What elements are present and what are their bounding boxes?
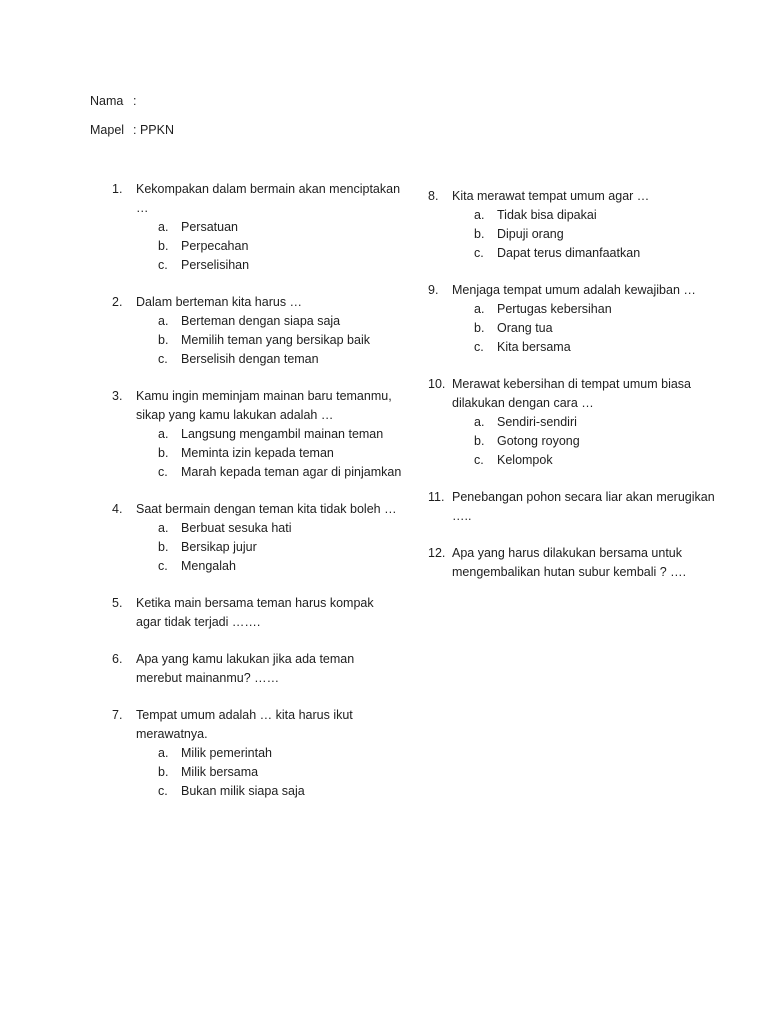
answer-option bbox=[158, 256, 402, 275]
question-line bbox=[112, 706, 402, 744]
question-number: 9. bbox=[428, 283, 439, 297]
name-row bbox=[90, 92, 136, 111]
option-letter: a. bbox=[158, 746, 169, 760]
question-number: 10. bbox=[428, 377, 446, 391]
question-item bbox=[428, 488, 718, 526]
option-letter: a. bbox=[158, 521, 169, 535]
answer-option bbox=[158, 557, 402, 576]
option-text: Mengalah bbox=[181, 559, 236, 573]
option-text: Dapat terus dimanfaatkan bbox=[497, 246, 641, 260]
question-line bbox=[428, 375, 718, 413]
question-item bbox=[112, 180, 402, 275]
option-letter: c. bbox=[474, 340, 484, 354]
option-text: Persatuan bbox=[181, 220, 238, 234]
question-line bbox=[428, 488, 718, 526]
option-letter: c. bbox=[474, 453, 484, 467]
question-number: 3. bbox=[112, 389, 123, 403]
question-line bbox=[112, 650, 402, 688]
option-text: Milik pemerintah bbox=[181, 746, 273, 760]
option-text: Orang tua bbox=[497, 321, 553, 335]
question-text: Menjaga tempat umum adalah kewajiban … bbox=[452, 283, 696, 297]
question-line bbox=[112, 594, 402, 632]
question-line bbox=[112, 293, 402, 312]
question-text: Ketika main bersama teman harus kompak agar tidak terjadi ……. bbox=[136, 596, 374, 629]
option-letter: b. bbox=[158, 765, 169, 779]
option-text: Perpecahan bbox=[181, 239, 249, 253]
answer-option bbox=[158, 350, 402, 369]
question-number: 7. bbox=[112, 708, 123, 722]
question-line bbox=[112, 387, 402, 425]
question-text: Dalam berteman kita harus … bbox=[136, 295, 303, 309]
answer-option bbox=[474, 244, 718, 263]
option-letter: b. bbox=[474, 434, 485, 448]
name-value: : bbox=[133, 94, 137, 108]
answer-option bbox=[158, 425, 402, 444]
option-text: Bukan milik siapa saja bbox=[181, 784, 305, 798]
option-letter: b. bbox=[158, 239, 169, 253]
answer-option bbox=[474, 319, 718, 338]
option-letter: b. bbox=[158, 540, 169, 554]
question-text: Kita merawat tempat umum agar … bbox=[452, 189, 650, 203]
option-text: Pertugas kebersihan bbox=[497, 302, 612, 316]
answer-option bbox=[158, 312, 402, 331]
question-item bbox=[112, 387, 402, 482]
option-letter: b. bbox=[474, 227, 485, 241]
option-text: Memilih teman yang bersikap baik bbox=[181, 333, 370, 347]
questions-right-column bbox=[428, 187, 718, 600]
answer-option bbox=[158, 538, 402, 557]
option-text: Meminta izin kepada teman bbox=[181, 446, 334, 460]
option-text: Tidak bisa dipakai bbox=[497, 208, 597, 222]
answer-options bbox=[474, 206, 718, 263]
question-number: 11. bbox=[428, 490, 445, 504]
question-item bbox=[112, 594, 402, 632]
option-text: Milik bersama bbox=[181, 765, 259, 779]
option-text: Marah kepada teman agar di pinjamkan bbox=[181, 465, 402, 479]
answer-option bbox=[474, 300, 718, 319]
question-item bbox=[112, 500, 402, 576]
answer-option bbox=[158, 444, 402, 463]
question-line bbox=[428, 281, 718, 300]
question-text: Saat bermain dengan teman kita tidak boleh … bbox=[136, 502, 397, 516]
answer-option bbox=[158, 331, 402, 350]
option-letter: c. bbox=[158, 258, 168, 272]
option-text: Kelompok bbox=[497, 453, 553, 467]
name-label: Nama bbox=[90, 94, 124, 108]
answer-option bbox=[474, 225, 718, 244]
answer-option bbox=[474, 413, 718, 432]
questions-left-column bbox=[112, 180, 402, 819]
option-text: Bersikap jujur bbox=[181, 540, 257, 554]
question-text: Tempat umum adalah … kita harus ikut merawatnya. bbox=[136, 708, 353, 741]
question-text: Kekompakan dalam bermain akan menciptakan … bbox=[136, 182, 401, 215]
question-line bbox=[428, 187, 718, 206]
question-line bbox=[112, 180, 402, 218]
answer-option bbox=[474, 206, 718, 225]
option-letter: c. bbox=[158, 784, 168, 798]
option-text: Langsung mengambil mainan teman bbox=[181, 427, 384, 441]
question-text: Apa yang harus dilakukan bersama untuk mengembalikan hutan subur kembali ? …. bbox=[452, 546, 687, 579]
question-number: 12. bbox=[428, 546, 446, 560]
question-line bbox=[112, 500, 402, 519]
answer-options bbox=[158, 218, 402, 275]
answer-option bbox=[474, 338, 718, 357]
question-text: Merawat kebersihan di tempat umum biasa dilakukan dengan cara … bbox=[452, 377, 692, 410]
option-text: Gotong royong bbox=[497, 434, 580, 448]
question-number: 1. bbox=[112, 182, 123, 196]
answer-option bbox=[158, 782, 402, 801]
answer-options bbox=[158, 425, 402, 482]
option-letter: a. bbox=[474, 415, 485, 429]
subject-label: Mapel bbox=[90, 123, 125, 137]
option-letter: c. bbox=[158, 352, 168, 366]
option-letter: a. bbox=[158, 220, 169, 234]
answer-option bbox=[474, 451, 718, 470]
answer-option bbox=[158, 763, 402, 782]
option-text: Kita bersama bbox=[497, 340, 571, 354]
question-item bbox=[112, 293, 402, 369]
question-number: 8. bbox=[428, 189, 439, 203]
option-text: Dipuji orang bbox=[497, 227, 564, 241]
option-text: Berbuat sesuka hati bbox=[181, 521, 292, 535]
option-text: Perselisihan bbox=[181, 258, 250, 272]
option-letter: b. bbox=[474, 321, 485, 335]
question-item bbox=[112, 650, 402, 688]
question-text: Penebangan pohon secara liar akan merugikan ….. bbox=[452, 490, 715, 523]
answer-option bbox=[158, 218, 402, 237]
answer-options bbox=[474, 300, 718, 357]
question-number: 5. bbox=[112, 596, 123, 610]
question-item bbox=[428, 375, 718, 470]
option-letter: a. bbox=[158, 427, 169, 441]
option-letter: a. bbox=[474, 302, 485, 316]
option-letter: c. bbox=[158, 465, 168, 479]
question-item bbox=[428, 544, 718, 582]
question-text: Kamu ingin meminjam mainan baru temanmu, sikap yang kamu lakukan adalah … bbox=[136, 389, 392, 422]
option-letter: c. bbox=[158, 559, 168, 573]
answer-options bbox=[158, 312, 402, 369]
question-item bbox=[428, 187, 718, 263]
answer-option bbox=[474, 432, 718, 451]
answer-options bbox=[474, 413, 718, 470]
option-letter: a. bbox=[474, 208, 485, 222]
question-item bbox=[428, 281, 718, 357]
answer-options bbox=[158, 744, 402, 801]
option-letter: b. bbox=[158, 446, 169, 460]
subject-value: : PPKN bbox=[133, 123, 174, 137]
option-letter: a. bbox=[158, 314, 169, 328]
answer-options bbox=[158, 519, 402, 576]
option-letter: c. bbox=[474, 246, 484, 260]
answer-option bbox=[158, 519, 402, 538]
answer-option bbox=[158, 463, 402, 482]
question-item bbox=[112, 706, 402, 801]
question-number: 6. bbox=[112, 652, 123, 666]
question-number: 4. bbox=[112, 502, 123, 516]
question-line bbox=[428, 544, 718, 582]
option-text: Berselisih dengan teman bbox=[181, 352, 319, 366]
question-text: Apa yang kamu lakukan jika ada teman merebut mainanmu? …… bbox=[136, 652, 355, 685]
option-letter: b. bbox=[158, 333, 169, 347]
answer-option bbox=[158, 237, 402, 256]
answer-option bbox=[158, 744, 402, 763]
question-number: 2. bbox=[112, 295, 123, 309]
option-text: Sendiri-sendiri bbox=[497, 415, 577, 429]
subject-row bbox=[90, 121, 174, 140]
option-text: Berteman dengan siapa saja bbox=[181, 314, 341, 328]
